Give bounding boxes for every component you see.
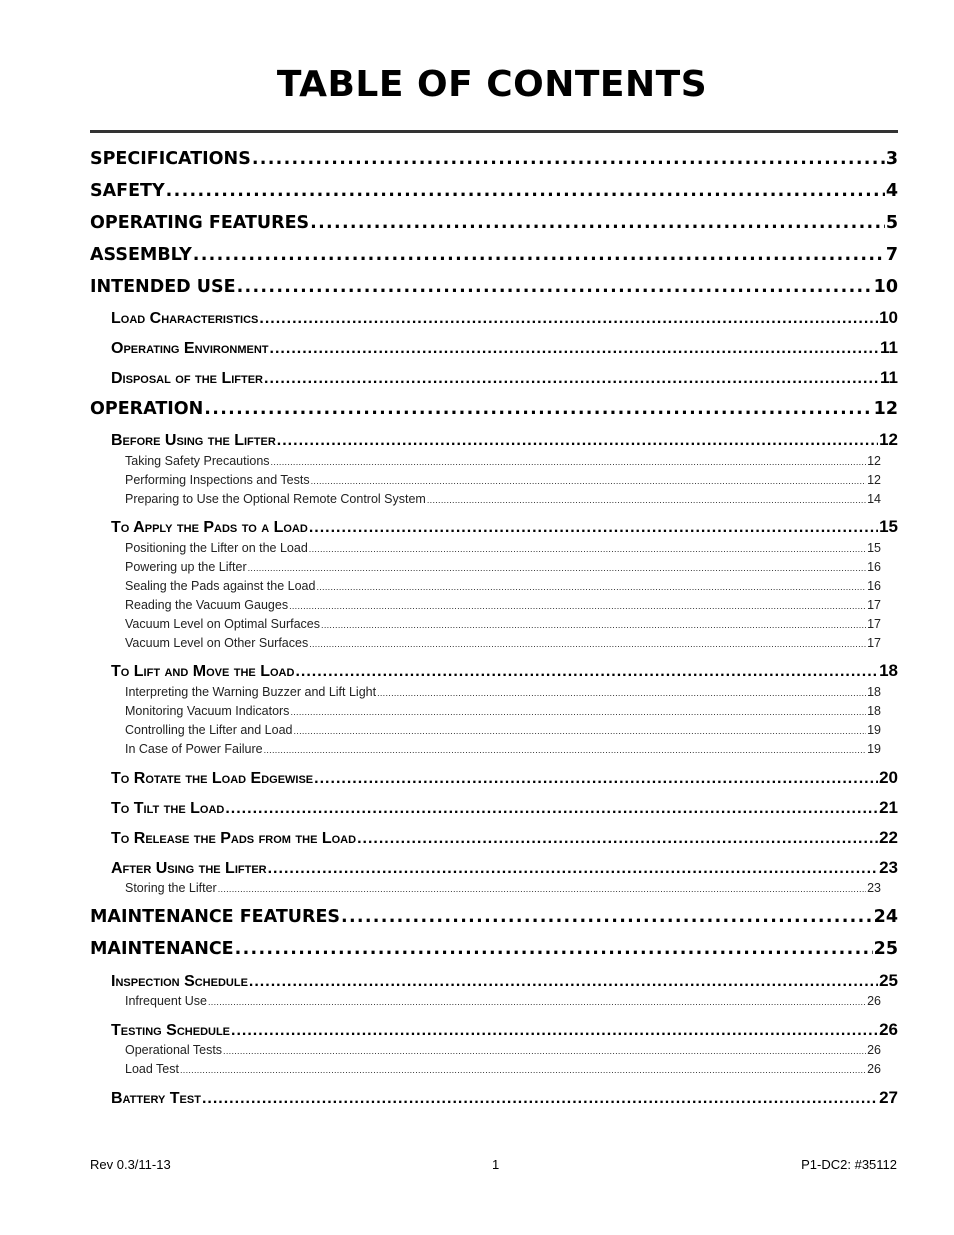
toc-subsection-entry[interactable] (111, 798, 898, 818)
toc-dot-leader (310, 213, 885, 233)
toc-dot-leader (316, 582, 866, 592)
toc-entry-title: After Using the Lifter (111, 860, 267, 877)
toc-page-number: 17 (867, 636, 881, 650)
toc-dot-leader (357, 830, 878, 848)
toc-dot-leader (193, 245, 885, 265)
toc-page-number: 17 (867, 617, 881, 631)
toc-dot-leader (295, 663, 878, 681)
toc-page-number: 10 (879, 308, 898, 327)
toc-topic-entry[interactable] (125, 636, 881, 650)
toc-dot-leader (218, 884, 866, 894)
toc-page-number: 23 (879, 858, 898, 877)
toc-subsection-entry[interactable] (111, 828, 898, 848)
toc-entry-title: To Tilt the Load (111, 800, 225, 817)
toc-entry-title: Inspection Schedule (111, 973, 248, 990)
toc-entry-title: Preparing to Use the Optional Remote Control System (125, 492, 426, 506)
toc-dot-leader (309, 519, 878, 537)
toc-dot-leader (237, 277, 873, 297)
toc-dot-leader (249, 973, 878, 991)
toc-page-number: 27 (879, 1088, 898, 1107)
title-divider (90, 130, 898, 133)
toc-topic-entry[interactable] (125, 994, 881, 1008)
toc-section-entry[interactable] (90, 939, 898, 959)
toc-entry-title: To Lift and Move the Load (111, 663, 295, 680)
toc-entry-title: To Apply the Pads to a Load (111, 519, 308, 536)
toc-page-number: 20 (879, 768, 898, 787)
toc-page-number: 12 (867, 473, 881, 487)
toc-page-number: 12 (879, 430, 898, 449)
toc-entry-title: Vacuum Level on Optimal Surfaces (125, 617, 321, 631)
toc-entry-title: MAINTENANCE (90, 939, 234, 959)
toc-page-number: 26 (867, 1043, 881, 1057)
toc-topic-entry[interactable] (125, 454, 881, 468)
toc-section-entry[interactable] (90, 277, 898, 297)
toc-entry-title: Testing Schedule (111, 1022, 231, 1039)
toc-dot-leader (427, 495, 866, 505)
toc-subsection-entry[interactable] (111, 368, 898, 388)
toc-topic-entry[interactable] (125, 579, 881, 593)
toc-page-number: 18 (867, 685, 881, 699)
toc-entry-title: Reading the Vacuum Gauges (125, 598, 289, 612)
toc-subsection-entry[interactable] (111, 1088, 898, 1108)
toc-entry-title: Controlling the Lifter and Load (125, 723, 293, 737)
toc-dot-leader (290, 707, 866, 717)
toc-subsection-entry[interactable] (111, 430, 898, 450)
toc-entry-title: Operating Environment (111, 340, 269, 357)
toc-entry-title: Vacuum Level on Other Surfaces (125, 636, 309, 650)
page-title: TABLE OF CONTENTS (276, 64, 708, 105)
toc-page-number: 18 (879, 661, 898, 680)
toc-page-number: 12 (873, 399, 898, 419)
toc-entry-title: Infrequent Use (125, 994, 207, 1008)
toc-topic-entry[interactable] (125, 492, 881, 506)
toc-topic-entry[interactable] (125, 723, 881, 737)
footer-document-id: P1-DC2: #35112 (801, 1157, 897, 1172)
toc-topic-entry[interactable] (125, 881, 881, 895)
toc-dot-leader (377, 688, 866, 698)
toc-dot-leader (180, 1065, 866, 1075)
toc-dot-leader (321, 620, 866, 630)
toc-entry-title: Disposal of the Lifter (111, 370, 264, 387)
toc-dot-leader (271, 457, 867, 467)
toc-entry-title: SAFETY (90, 181, 165, 201)
toc-entry-title: Positioning the Lifter on the Load (125, 541, 308, 555)
toc-dot-leader (268, 860, 878, 878)
toc-entry-title: Interpreting the Warning Buzzer and Lift Light (125, 685, 377, 699)
toc-page-number: 16 (867, 579, 881, 593)
toc-subsection-entry[interactable] (111, 517, 898, 537)
toc-entry-title: Operational Tests (125, 1043, 223, 1057)
toc-page-number: 16 (867, 560, 881, 574)
toc-entry-title: SPECIFICATIONS (90, 149, 251, 169)
toc-topic-entry[interactable] (125, 1043, 881, 1057)
toc-page-number: 11 (880, 338, 898, 357)
footer-page-number: 1 (492, 1157, 500, 1172)
toc-entry-title: INTENDED USE (90, 277, 236, 297)
toc-entry-title: Before Using the Lifter (111, 432, 276, 449)
toc-dot-leader (289, 601, 866, 611)
toc-page-number: 24 (873, 907, 898, 927)
toc-section-entry[interactable] (90, 399, 898, 419)
toc-dot-leader (235, 939, 873, 959)
toc-dot-leader (259, 310, 878, 328)
toc-page-number: 25 (873, 939, 898, 959)
toc-page-number: 15 (879, 517, 898, 536)
toc-page-number: 5 (885, 213, 898, 233)
toc-dot-leader (252, 149, 885, 169)
toc-entry-title: Load Characteristics (111, 310, 259, 327)
toc-page-number: 12 (867, 454, 881, 468)
toc-page-number: 26 (879, 1020, 898, 1039)
toc-page-number: 10 (873, 277, 898, 297)
toc-entry-title: In Case of Power Failure (125, 742, 263, 756)
toc-dot-leader (248, 563, 866, 573)
toc-topic-entry[interactable] (125, 1062, 881, 1076)
toc-section-entry[interactable] (90, 213, 898, 233)
toc-dot-leader (341, 907, 873, 927)
toc-topic-entry[interactable] (125, 560, 881, 574)
toc-subsection-entry[interactable] (111, 661, 898, 681)
footer-revision: Rev 0.3/11-13 (90, 1157, 171, 1172)
toc-page-number: 26 (867, 1062, 881, 1076)
toc-dot-leader (314, 770, 878, 788)
toc-topic-entry[interactable] (125, 704, 881, 718)
toc-page-number: 25 (879, 971, 898, 990)
toc-entry-title: Monitoring Vacuum Indicators (125, 704, 290, 718)
toc-topic-entry[interactable] (125, 598, 881, 612)
toc-dot-leader (277, 432, 878, 450)
toc-entry-title: To Rotate the Load Edgewise (111, 770, 314, 787)
toc-subsection-entry[interactable] (111, 858, 898, 878)
toc-page-number: 26 (867, 994, 881, 1008)
toc-page-number: 19 (867, 742, 881, 756)
toc-dot-leader (204, 399, 872, 419)
toc-entry-title: OPERATING FEATURES (90, 213, 310, 233)
toc-dot-leader (264, 745, 867, 755)
toc-subsection-entry[interactable] (111, 971, 898, 991)
toc-entry-title: Taking Safety Precautions (125, 454, 270, 468)
toc-dot-leader (311, 476, 867, 486)
toc-topic-entry[interactable] (125, 742, 881, 756)
toc-page-number: 14 (867, 492, 881, 506)
toc-subsection-entry[interactable] (111, 308, 898, 328)
toc-entry-title: Powering up the Lifter (125, 560, 247, 574)
toc-topic-entry[interactable] (125, 617, 881, 631)
toc-dot-leader (231, 1022, 878, 1040)
toc-dot-leader (270, 340, 879, 358)
toc-dot-leader (208, 997, 866, 1007)
toc-entry-title: MAINTENANCE FEATURES (90, 907, 341, 927)
toc-subsection-entry[interactable] (111, 338, 898, 358)
toc-dot-leader (223, 1046, 866, 1056)
toc-section-entry[interactable] (90, 245, 898, 265)
toc-page-number: 7 (885, 245, 898, 265)
toc-entry-title: Performing Inspections and Tests (125, 473, 310, 487)
toc-entry-title: Sealing the Pads against the Load (125, 579, 316, 593)
toc-page-number: 22 (879, 828, 898, 847)
toc-page-number: 17 (867, 598, 881, 612)
toc-page-number: 4 (885, 181, 898, 201)
toc-page-number: 3 (885, 149, 898, 169)
toc-dot-leader (293, 726, 866, 736)
toc-entry-title: ASSEMBLY (90, 245, 192, 265)
toc-subsection-entry[interactable] (111, 1020, 898, 1040)
toc-entry-title: Load Test (125, 1062, 179, 1076)
toc-dot-leader (264, 370, 879, 388)
toc-section-entry[interactable] (90, 907, 898, 927)
toc-subsection-entry[interactable] (111, 768, 898, 788)
toc-entry-title: Storing the Lifter (125, 881, 217, 895)
toc-dot-leader (166, 181, 885, 201)
toc-page-number: 23 (867, 881, 881, 895)
toc-page-number: 21 (879, 798, 898, 817)
toc-page-number: 11 (880, 368, 898, 387)
toc-topic-entry[interactable] (125, 685, 881, 699)
toc-section-entry[interactable] (90, 149, 898, 169)
toc-entry-title: Battery Test (111, 1090, 201, 1107)
toc-topic-entry[interactable] (125, 473, 881, 487)
toc-topic-entry[interactable] (125, 541, 881, 555)
toc-dot-leader (225, 800, 878, 818)
toc-entry-title: OPERATION (90, 399, 204, 419)
toc-page-number: 18 (867, 704, 881, 718)
toc-dot-leader (202, 1090, 878, 1108)
toc-page-number: 19 (867, 723, 881, 737)
toc-page-number: 15 (867, 541, 881, 555)
toc-dot-leader (309, 639, 866, 649)
toc-entry-title: To Release the Pads from the Load (111, 830, 357, 847)
toc-section-entry[interactable] (90, 181, 898, 201)
toc-dot-leader (309, 544, 866, 554)
